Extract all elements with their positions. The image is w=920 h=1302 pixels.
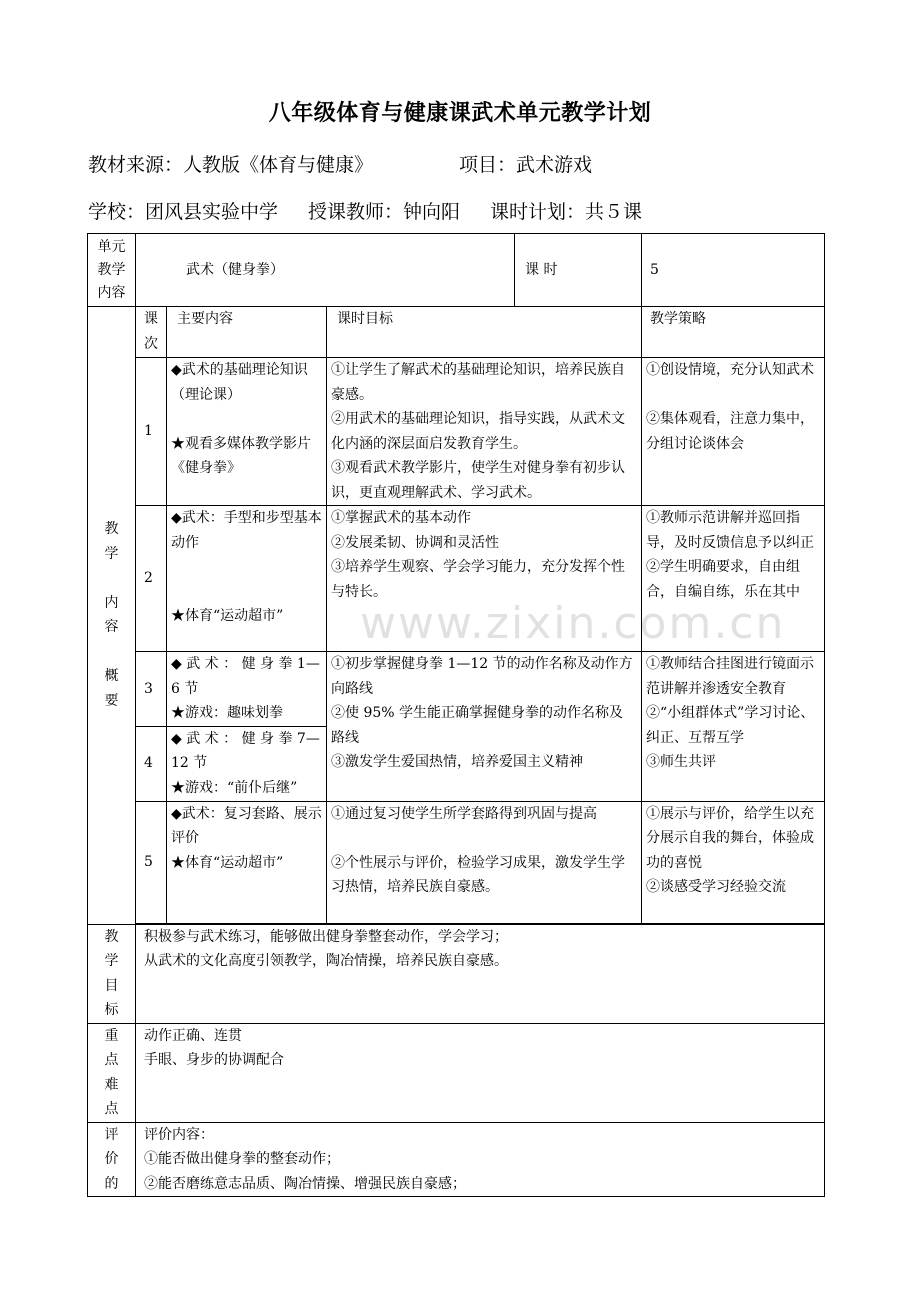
- header-line-1: [88, 150, 592, 177]
- lesson-number: 4: [136, 726, 167, 801]
- textbook-source: 教材来源：人教版《体育与健康》: [88, 154, 374, 176]
- lesson-goal: ①通过复习使学生所学套路得到巩固与提高 ②个性展示与评价，检验学习成果，激发学生学习热情，培养民族自豪感。: [327, 801, 642, 923]
- unit-content-value: 武术（健身拳）: [136, 234, 515, 307]
- lesson-3-4-goal: ①初步掌握健身拳 1—12 节的动作名称及动作方向路线 ②使 95% 学生能正确掌握健身拳的动作名称及路线 ③激发学生爱国热情，培养爱国主义精神: [327, 652, 642, 802]
- overview-label: 教 学 内 容 概 要: [88, 307, 136, 925]
- lesson-number: 3: [136, 652, 167, 727]
- lesson-content: ◆ 武 术 ： 健 身 拳 7—12 节 ★游戏：“前仆后继”: [167, 726, 327, 801]
- col-header-lesson: 课 次: [136, 307, 167, 358]
- unit-content-label: 单元 教学 内容: [88, 234, 136, 307]
- lesson-row-3: [88, 652, 825, 727]
- lesson-goal: ①掌握武术的基本动作 ②发展柔韧、协调和灵活性 ③培养学生观察、学会学习能力，充分发挥个性与特长。: [327, 506, 642, 652]
- lesson-content: ◆ 武 术 ： 健 身 拳 1—6 节 ★游戏：趣味划拳: [167, 652, 327, 727]
- watermark: www.zixin.com.cn: [360, 598, 786, 649]
- lesson-row-1: [88, 358, 825, 506]
- lesson-number: 2: [136, 506, 167, 652]
- lesson-row-2: [88, 506, 825, 652]
- objective-label: 教 学 目 标: [88, 924, 136, 1023]
- period-label: 课 时: [515, 234, 642, 307]
- lesson-number: 1: [136, 358, 167, 506]
- col-header-goal: 课时目标: [327, 307, 642, 358]
- col-header-content: 主要内容: [167, 307, 327, 358]
- focus-difficulty-label: 重 点 难 点: [88, 1023, 136, 1122]
- period-value: 5: [642, 234, 825, 307]
- lesson-hours: 课时计划：共５课: [490, 201, 643, 223]
- school: 学校：团风县实验中学: [88, 201, 279, 223]
- header-line-2: [88, 197, 642, 224]
- focus-difficulty-value: 动作正确、连贯 手眼、身步的协调配合: [136, 1023, 825, 1122]
- plan-table: [87, 233, 825, 1197]
- teacher: 授课教师：钟向阳: [308, 201, 461, 223]
- lesson-strategy: ①创设情境，充分认知武术 ②集体观看，注意力集中，分组讨论谈体会: [642, 358, 825, 506]
- lesson-row-5: [88, 801, 825, 923]
- lesson-strategy: ①展示与评价，给学生以充分展示自我的舞台，体验成功的喜悦 ②谈感受学习经验交流: [642, 801, 825, 923]
- lesson-number: 5: [136, 801, 167, 923]
- lesson-strategy: ①教师示范讲解并巡回指导，及时反馈信息予以纠正 ②学生明确要求，自由组合，自编自练，乐在其中: [642, 506, 825, 652]
- lesson-content: ◆武术：手型和步型基本动作 ★体育“运动超市”: [167, 506, 327, 652]
- evaluation-label: 评 价 的: [88, 1122, 136, 1197]
- evaluation-value: 评价内容： ①能否做出健身拳的整套动作； ②能否磨练意志品质、陶冶情操、增强民族自豪感；: [136, 1122, 825, 1197]
- lesson-goal: ①让学生了解武术的基础理论知识，培养民族自豪感。 ②用武术的基础理论知识，指导实践，从武术文化内涵的深层面启发教育学生。 ③观看武术教学影片，使学生对健身拳有初步认识，更直观理解武术、学习武术。: [327, 358, 642, 506]
- page-title: 八年级体育与健康课武术单元教学计划: [268, 100, 652, 126]
- project: 项目：武术游戏: [459, 154, 593, 176]
- col-header-strategy: 教学策略: [642, 307, 825, 358]
- objective-value: 积极参与武术练习，能够做出健身拳整套动作，学会学习； 从武术的文化高度引领教学，陶冶情操，培养民族自豪感。: [136, 924, 825, 1023]
- lesson-content: ◆武术：复习套路、展示评价 ★体育“运动超市”: [167, 801, 327, 923]
- lesson-content: ◆武术的基础理论知识（理论课） ★观看多媒体教学影片《健身拳》: [167, 358, 327, 506]
- lesson-3-4-strategy: ①教师结合挂图进行镜面示范讲解并渗透安全教育 ②“小组群体式”学习讨论、纠正、互帮互学 ③师生共评: [642, 652, 825, 802]
